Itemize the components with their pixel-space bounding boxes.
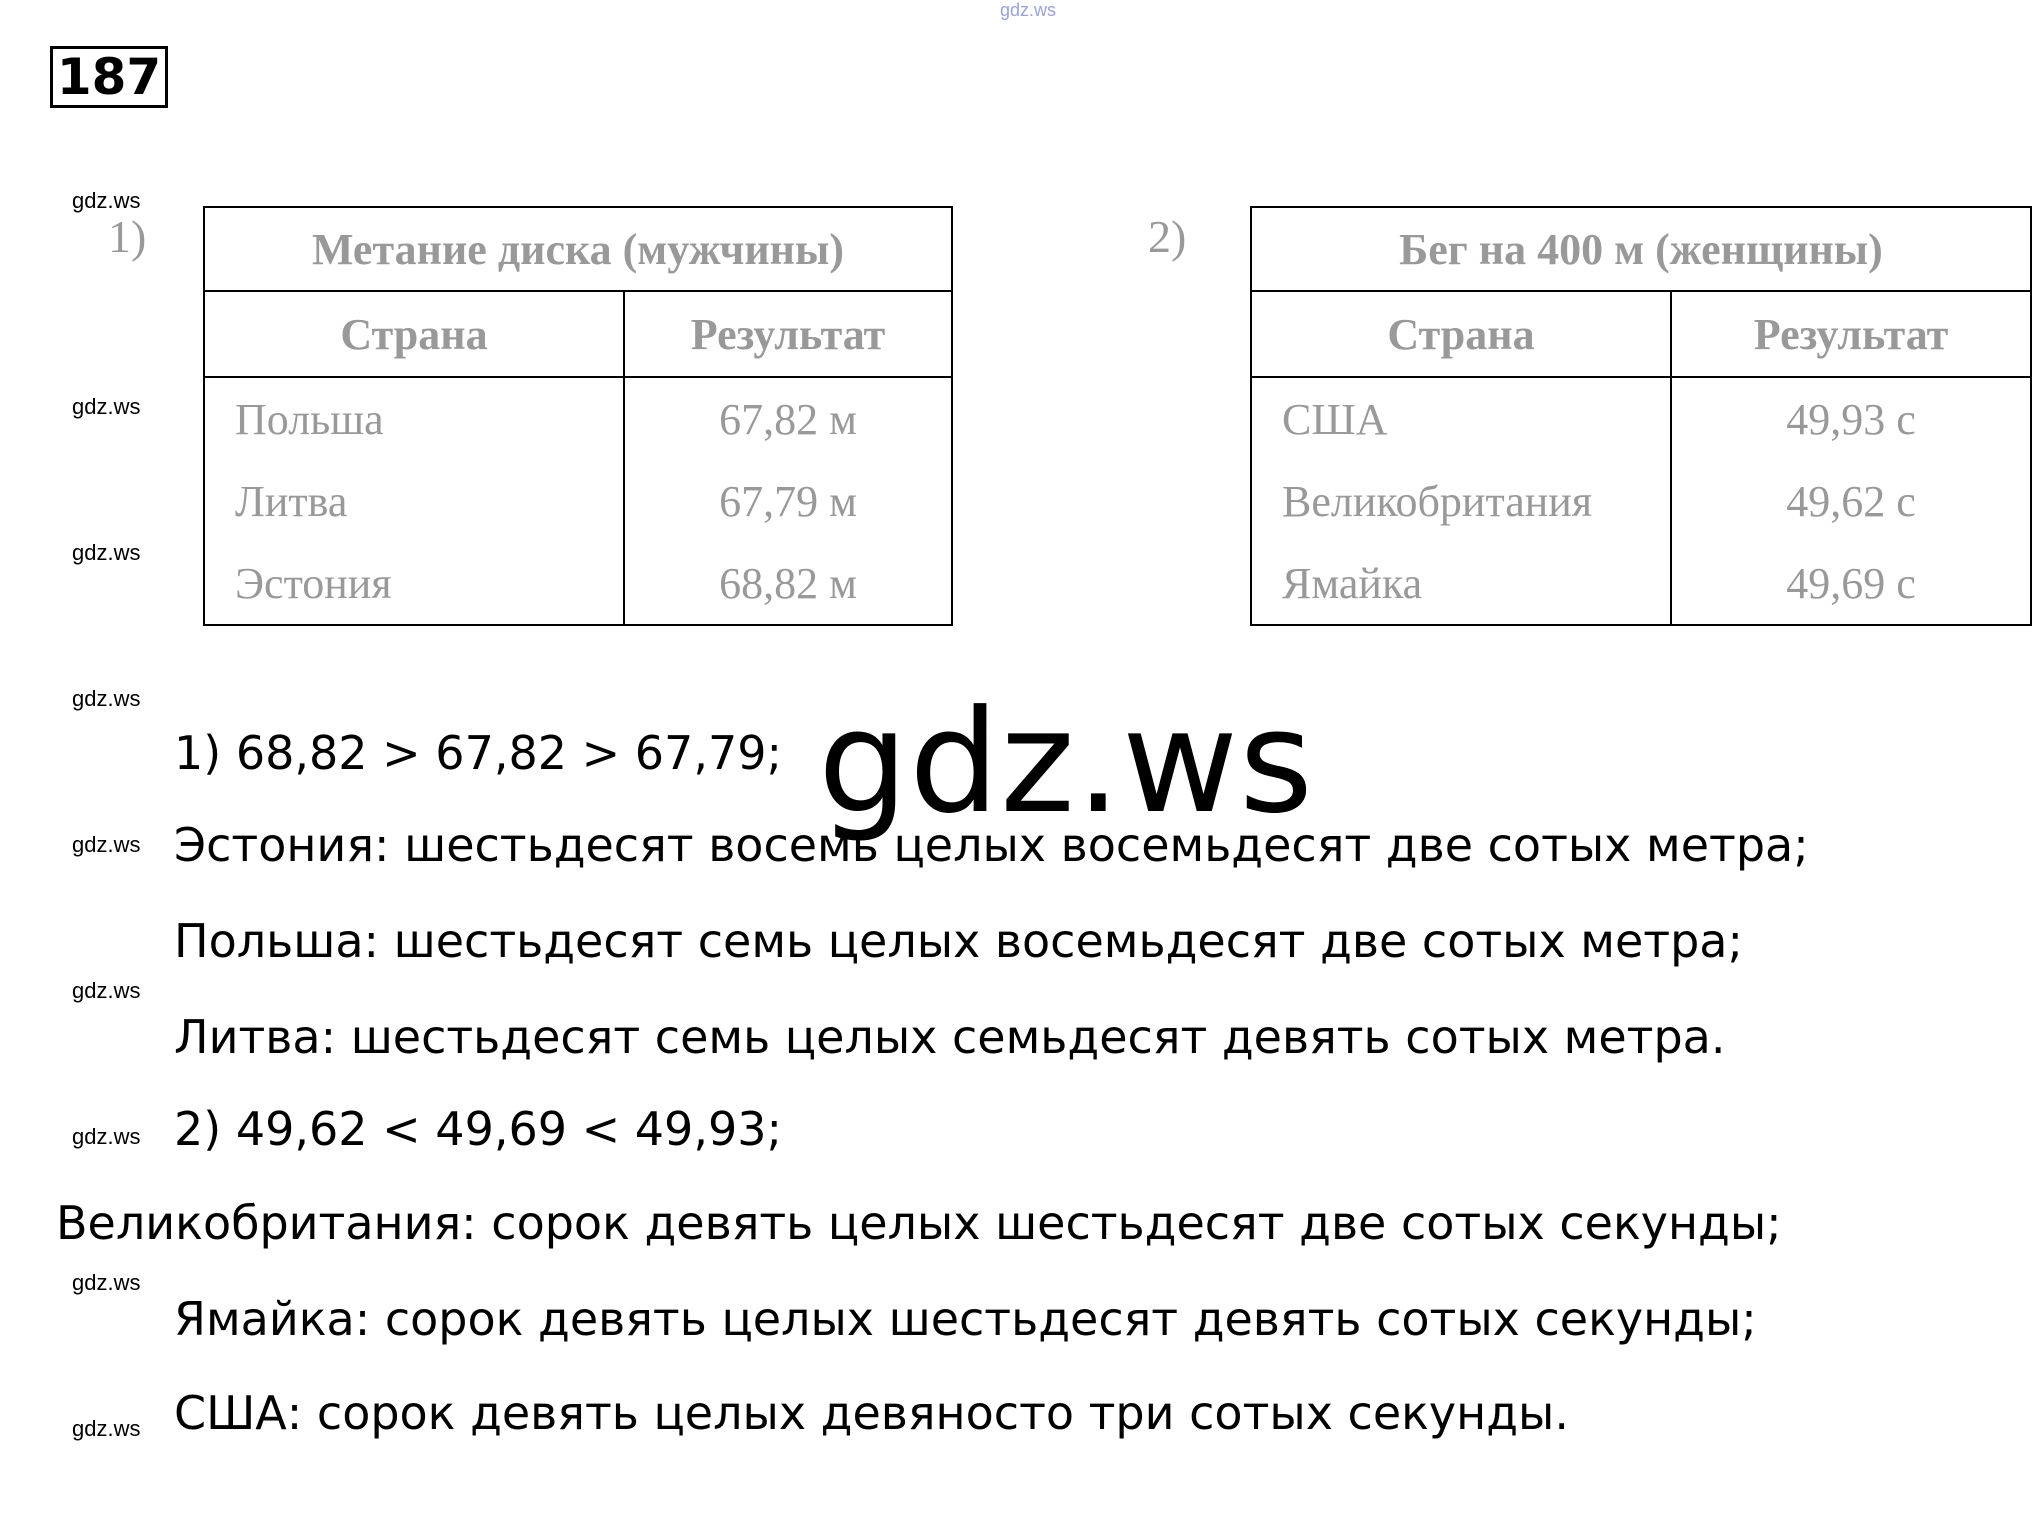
table1-country: Литва: [204, 460, 624, 542]
table1-title: Метание диска (мужчины): [204, 207, 952, 291]
table1-header-result: Результат: [624, 291, 952, 377]
side-watermark: gdz.ws: [72, 1416, 141, 1441]
table1: [203, 206, 953, 626]
table2-label: 2): [1148, 211, 1187, 262]
side-watermark: gdz.ws: [72, 394, 141, 419]
top-watermark: gdz.ws: [1000, 0, 1057, 20]
solution-line: 2) 49,62 < 49,69 < 49,93;: [174, 1102, 782, 1156]
table2-country: Ямайка: [1251, 542, 1671, 625]
table2: [1250, 206, 2032, 626]
solution-line: Эстония: шестьдесят восемь целых восемьдесят две сотых метра;: [174, 818, 1809, 872]
side-watermark: gdz.ws: [72, 686, 141, 711]
side-watermark: gdz.ws: [72, 188, 141, 213]
table1-result: 68,82 м: [624, 542, 952, 625]
side-watermark: gdz.ws: [72, 1124, 141, 1149]
table2-header-result: Результат: [1671, 291, 2031, 377]
table2-title: Бег на 400 м (женщины): [1251, 207, 2031, 291]
solution-line: Польша: шестьдесят семь целых восемьдесят две сотых метра;: [174, 914, 1743, 968]
table2-result: 49,62 с: [1671, 460, 2031, 542]
side-watermark: gdz.ws: [72, 540, 141, 565]
table1-result: 67,79 м: [624, 460, 952, 542]
solution-line: 1) 68,82 > 67,82 > 67,79;: [174, 726, 782, 780]
table2-result: 49,69 с: [1671, 542, 2031, 625]
side-watermark: gdz.ws: [72, 978, 141, 1003]
side-watermark: gdz.ws: [72, 832, 141, 857]
task-number: 187: [50, 46, 168, 108]
table2-country: США: [1251, 377, 1671, 460]
table1-header-country: Страна: [204, 291, 624, 377]
table1-country: Эстония: [204, 542, 624, 625]
table1-result: 67,82 м: [624, 377, 952, 460]
solution-line: Великобритания: сорок девять целых шестьдесят две сотых секунды;: [56, 1196, 1782, 1250]
big-watermark: gdz.ws: [818, 680, 1315, 845]
table1-label: 1): [108, 211, 147, 262]
solution-line: Ямайка: сорок девять целых шестьдесят девять сотых секунды;: [174, 1292, 1757, 1346]
table2-country: Великобритания: [1251, 460, 1671, 542]
table2-result: 49,93 с: [1671, 377, 2031, 460]
solution-line: США: сорок девять целых девяносто три сотых секунды.: [174, 1386, 1569, 1440]
table1-country: Польша: [204, 377, 624, 460]
solution-line: Литва: шестьдесят семь целых семьдесят девять сотых метра.: [174, 1010, 1726, 1064]
side-watermark: gdz.ws: [72, 1270, 141, 1295]
table2-header-country: Страна: [1251, 291, 1671, 377]
